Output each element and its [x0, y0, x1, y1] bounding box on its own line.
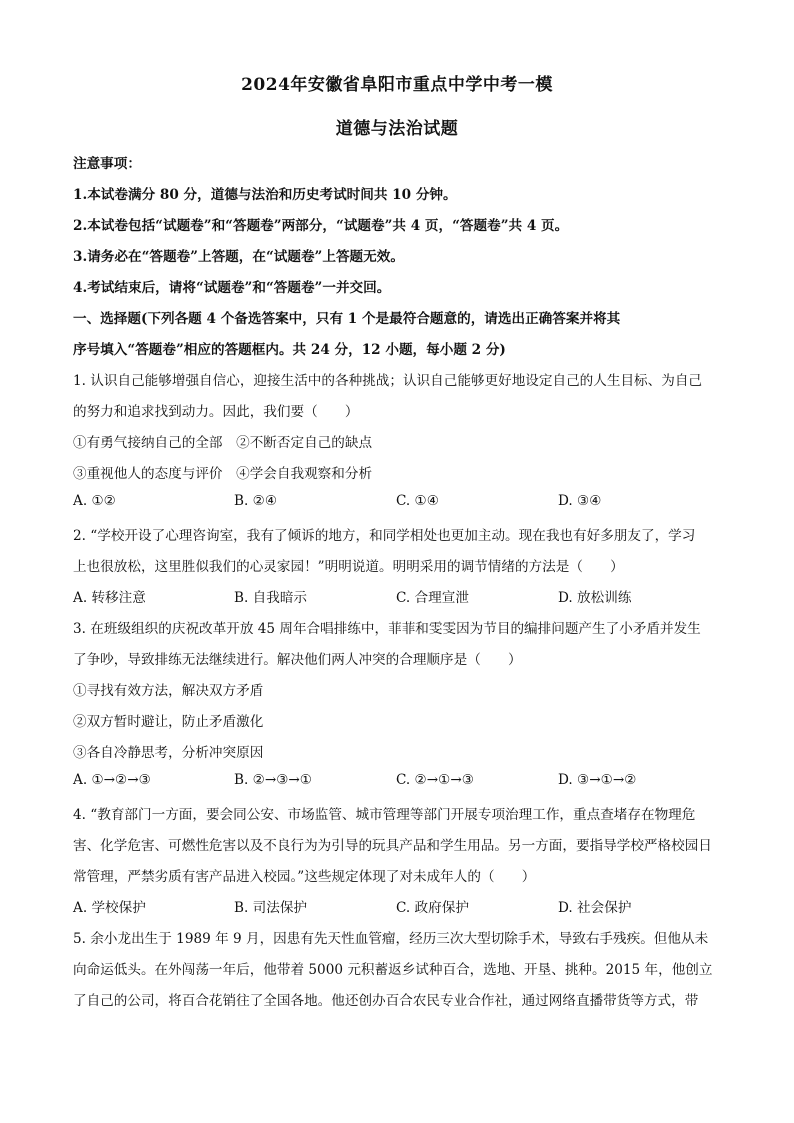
exam-title: 2024年安徽省阜阳市重点中学中考一模	[241, 75, 553, 95]
question-text: 1. 认识自己能够增强自信心，迎接生活中的各种挑战；认识自己能够更好地设定自己的人生目标、为自己	[73, 373, 703, 389]
statement-options: ①寻找有效方法，解决双方矛盾	[73, 683, 264, 699]
statement-options: ①有勇气接纳自己的全部 ②不断否定自己的缺点	[73, 435, 373, 451]
statement-options: ②双方暂时避让，防止矛盾激化	[73, 714, 264, 730]
answer-option-c: C. 政府保护	[396, 900, 469, 916]
answer-option-d: D. 社会保护	[558, 900, 632, 916]
answer-option-b: B. ②④	[234, 493, 278, 509]
answer-option-b: B. ②→③→①	[234, 772, 312, 788]
question-text: 了自己的公司，将百合花销往了全国各地。他还创办百合农民专业合作社，通过网络直播带货等方式，带	[73, 993, 699, 1009]
notice-item: 1.本试卷满分 80 分，道德与法治和历史考试时间共 10 分钟。	[73, 187, 457, 203]
answer-option-c: C. 合理宣泄	[396, 590, 469, 606]
exam-subject: 道德与法治试题	[335, 119, 459, 139]
statement-options: ③各自冷静思考，分析冲突原因	[73, 745, 264, 761]
section-heading: 序号填入“答题卷”相应的答题框内。共 24 分，12 小题，每小题 2 分)	[73, 342, 506, 358]
answer-option-c: C. ①④	[396, 493, 439, 509]
question-text: 4. “教育部门一方面，要会同公安、市场监管、城市管理等部门开展专项治理工作，重点查堵存在物理危	[73, 807, 696, 823]
answer-option-d: D. ③→①→②	[558, 772, 637, 788]
notice-item: 3.请务必在“答题卷”上答题，在“试题卷”上答题无效。	[73, 249, 404, 265]
answer-option-a: A. 转移注意	[73, 590, 146, 606]
question-text: 向命运低头。在外闯荡一年后，他带着 5000 元积蓄返乡试种百合，选地、开垦、挑种。2015 年，他创立	[73, 962, 713, 978]
notice-item: 4.考试结束后，请将“试题卷”和“答题卷”一并交回。	[73, 280, 391, 296]
question-text: 常管理，严禁劣质有害产品进入校园。”这些规定体现了对未成年人的（ ）	[73, 869, 536, 885]
answer-option-b: B. 司法保护	[234, 900, 308, 916]
question-text: 的努力和追求找到动力。因此，我们要（ ）	[73, 404, 359, 420]
question-text: 上也很放松，这里胜似我们的心灵家园！”明明说道。明明采用的调节情绪的方法是（ ）	[73, 559, 624, 575]
answer-option-d: D. ③④	[558, 493, 602, 509]
answer-option-b: B. 自我暗示	[234, 590, 308, 606]
answer-option-d: D. 放松训练	[558, 590, 632, 606]
notice-item: 2.本试卷包括“试题卷”和“答题卷”两部分，“试题卷”共 4 页，“答题卷”共 4 页。	[73, 218, 569, 234]
question-text: 2. “学校开设了心理咨询室，我有了倾诉的地方，和同学相处也更加主动。现在我也有好多朋友了，学习	[73, 528, 696, 544]
question-text: 5. 余小龙出生于 1989 年 9 月，因患有先天性血管瘤，经历三次大型切除手术，导致右手残疾。但他从未	[73, 931, 709, 947]
statement-options: ③重视他人的态度与评价 ④学会自我观察和分析	[73, 466, 373, 482]
question-text: 了争吵，导致排练无法继续进行。解决他们两人冲突的合理顺序是（ ）	[73, 652, 522, 668]
answer-option-c: C. ②→①→③	[396, 772, 474, 788]
question-text: 害、化学危害、可燃性危害以及不良行为为引导的玩具产品和学生用品。另一方面，要指导学校严格校园日	[73, 838, 712, 854]
answer-option-a: A. ①→②→③	[73, 772, 151, 788]
answer-option-a: A. ①②	[73, 493, 116, 509]
answer-option-a: A. 学校保护	[73, 900, 146, 916]
notice-heading: 注意事项：	[73, 156, 141, 172]
section-heading: 一、选择题(下列各题 4 个备选答案中，只有 1 个是最符合题意的，请选出正确答案并将其	[73, 311, 621, 327]
question-text: 3. 在班级组织的庆祝改革开放 45 周年合唱排练中，菲菲和雯雯因为节目的编排问题产生了小矛盾并发生	[73, 621, 701, 637]
